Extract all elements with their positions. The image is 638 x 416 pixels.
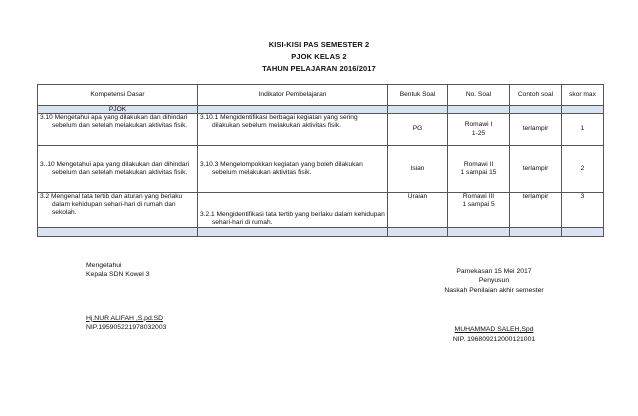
kd-text: 3.2 Mengenal tata tertib dan aturan yang berlaku dalam kehidupan sehari-hari di rumah dan sekolah. — [40, 193, 183, 217]
skor-cell: 3 — [562, 193, 604, 228]
signature-left-nip: NIP.195905221978032003 — [86, 324, 167, 332]
col-header-contoh: Contoh soal — [510, 85, 562, 106]
subject-row — [38, 106, 604, 114]
subject-cell-empty — [510, 106, 562, 114]
bentuk-cell: PG — [388, 114, 448, 146]
signature-right-name: MUHAMMAD SALEH,Spd — [454, 326, 534, 334]
signature-left — [86, 261, 166, 333]
subject-cell-empty — [562, 106, 604, 114]
indikator-cell — [198, 114, 388, 146]
no-soal-line1: Romawi III — [462, 193, 495, 200]
indikator-text: 3.2.1 Mengidentifikasi tata tertib yang berlaku dalam kehidupan sehari-hari di rumah. — [200, 210, 385, 226]
title-line-1: KISI-KISI PAS SEMESTER 2 — [268, 40, 370, 49]
signature-left-line1: Mengetahui — [86, 262, 122, 269]
subject-cell-empty — [388, 106, 448, 114]
no-soal-cell — [448, 193, 510, 228]
no-soal-cell — [448, 146, 510, 193]
col-header-skor: skor max — [562, 85, 604, 106]
signature-left-line2: Kepala SDN Kowel 3 — [86, 271, 150, 279]
footer-cell — [562, 228, 604, 237]
skor-cell: 1 — [562, 114, 604, 146]
kd-text: 3.10 Mengetahui apa yang dilakukan dan dihindari sebelum dan setelah melakukan aktivitas fisik. — [40, 114, 188, 130]
col-header-bentuk: Bentuk Soal — [388, 85, 448, 106]
signature-right-line1: Pamekasan 15 Mei 2017 — [456, 268, 532, 275]
contoh-cell: terlampir — [510, 114, 562, 146]
signature-right-line2: Penyusun — [478, 277, 510, 285]
subject-cell-empty — [198, 106, 388, 114]
no-soal-cell — [448, 114, 510, 146]
title-line-2: PJOK KELAS 2 — [291, 52, 347, 61]
skor-cell: 2 — [562, 146, 604, 193]
kd-cell — [38, 114, 198, 146]
bentuk-cell: Uraian — [388, 193, 448, 228]
title-line-3: TAHUN PELAJARAN 2016/2017 — [262, 64, 376, 73]
kd-text: 3..10 Mengetahui apa yang dilakukan dan dihindari sebelum dan setelah melakukan aktivitas fisik. — [40, 160, 190, 176]
kd-cell — [38, 193, 198, 228]
signature-right-line3: Naskah Penilaian akhir semester — [444, 286, 544, 294]
no-soal-line1: Romawi II — [463, 160, 494, 168]
indikator-cell — [198, 193, 388, 228]
no-soal-line2: 1-25 — [471, 129, 486, 137]
table-row — [38, 114, 604, 146]
indikator-text: 3.10.3 Mengelompokkan kegiatan yang boleh dilakukan sebelum melakukan aktivitas fisik. — [200, 160, 363, 176]
kisi-kisi-table — [37, 84, 604, 237]
col-header-indikator: Indikator Pembelajaran — [198, 85, 388, 106]
table-row — [38, 193, 604, 228]
signature-right — [424, 267, 564, 344]
signature-right-nip: NIP. 196809212000121001 — [452, 335, 536, 343]
signature-left-name: Hj.NUR ALIFAH ,S.pd.SD — [86, 314, 164, 322]
no-soal-line2: 1 sampai 5 — [462, 201, 495, 209]
subject-label: PJOK — [38, 106, 198, 114]
contoh-cell: terlampir — [510, 193, 562, 228]
footer-cell — [388, 228, 448, 237]
indikator-cell — [198, 146, 388, 193]
col-header-kompetensi: Kompetensi Dasar — [38, 85, 198, 106]
subject-cell-empty — [448, 106, 510, 114]
no-soal-line2: 1 sampai 15 — [460, 169, 497, 176]
footer-cell — [198, 228, 388, 237]
no-soal-line1: Romawi I — [464, 121, 493, 129]
bentuk-cell: Isian — [388, 146, 448, 193]
indikator-text: 3.10.1 Mengidentifikasi berbagai kegiatan yang sering dilakukan sebelum melakukan aktivitas fisik. — [200, 114, 358, 130]
contoh-cell: terlampir — [510, 146, 562, 193]
table-header-row — [38, 85, 604, 106]
kd-cell — [38, 146, 198, 193]
footer-cell — [448, 228, 510, 237]
col-header-no: No. Soal — [448, 85, 510, 106]
document-title-block — [0, 39, 638, 75]
table-row — [38, 146, 604, 193]
footer-cell — [510, 228, 562, 237]
footer-cell — [38, 228, 198, 237]
table-footer-row — [38, 228, 604, 237]
